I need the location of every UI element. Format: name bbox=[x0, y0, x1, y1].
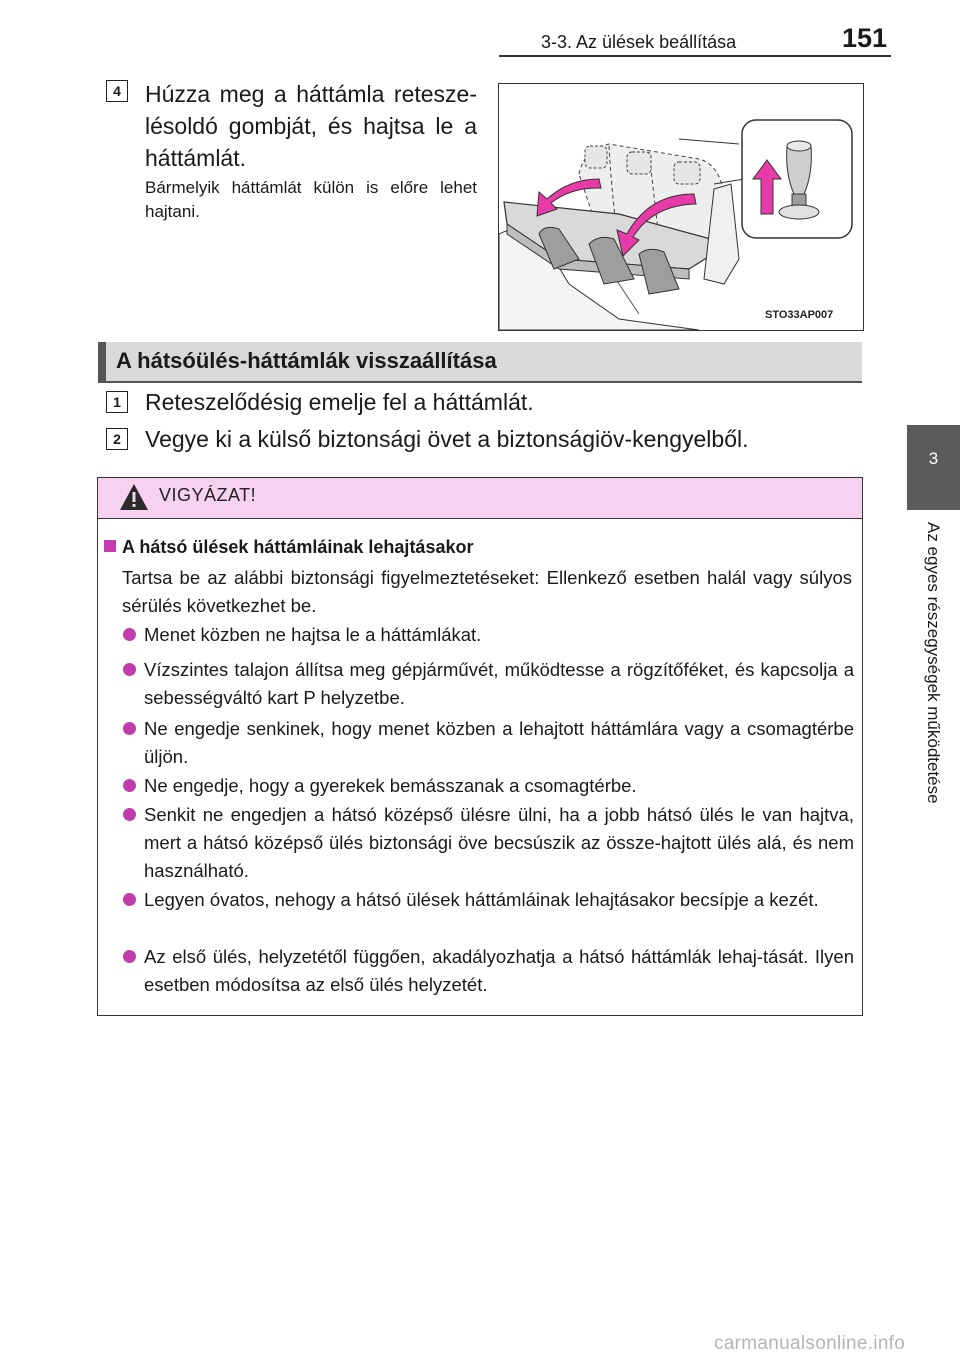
warning-item bbox=[122, 801, 854, 885]
warning-item-text: Senkit ne engedjen a hátsó középső ülésre ülni, ha a jobb hátsó ülés le van hajtva, mert a hátsó középső ülés biztonsági öve becsúszik az össze-hajtott ülés alá, és nem használható. bbox=[144, 804, 854, 881]
warning-item bbox=[122, 621, 854, 649]
warning-intro: Tartsa be az alábbi biztonsági figyelmeztetéseket: Ellenkező esetben halál vagy súlyos sérülés következhet be. bbox=[122, 567, 852, 616]
warning-item bbox=[122, 656, 854, 712]
circle-bullet-icon bbox=[123, 808, 136, 821]
warning-triangle-icon bbox=[119, 483, 149, 511]
warning-item-text: Menet közben ne hajtsa le a háttámlákat. bbox=[144, 624, 482, 645]
chapter-title-text: Az egyes részegységek működtetése bbox=[924, 522, 943, 804]
warning-item bbox=[122, 772, 854, 800]
warning-subtitle bbox=[104, 537, 473, 558]
warning-box bbox=[97, 477, 863, 1016]
step-badge-2: 2 bbox=[106, 428, 128, 450]
section-header bbox=[98, 342, 862, 383]
warning-item-text: Legyen óvatos, nehogy a hátsó ülések háttámláinak lehajtásakor becsípje a kezét. bbox=[144, 889, 819, 910]
figure-caption: STO33AP007 bbox=[765, 309, 834, 321]
circle-bullet-icon bbox=[123, 893, 136, 906]
header-rule bbox=[499, 55, 891, 57]
chapter-number: 3 bbox=[928, 449, 939, 468]
step-4-note: Bármelyik háttámlát külön is előre lehet hajtani. bbox=[145, 178, 477, 221]
circle-bullet-icon bbox=[123, 722, 136, 735]
warning-item-text: Vízszintes talajon állítsa meg gépjárművét, működtesse a rögzítőféket, és kapcsolja a sebességváltó kart P helyzetbe. bbox=[144, 659, 854, 708]
page-number: 151 bbox=[842, 23, 888, 53]
warning-subtitle-text: A hátsó ülések háttámláinak lehajtásakor bbox=[122, 537, 474, 557]
circle-bullet-icon bbox=[123, 663, 136, 676]
watermark: carmanualsonline.info bbox=[714, 1333, 906, 1354]
warning-item-text: Ne engedje, hogy a gyerekek bemásszanak a csomagtérbe. bbox=[144, 775, 637, 796]
step-2-text: Vegye ki a külső biztonsági övet a biztonságiöv-kengyelből. bbox=[145, 426, 749, 452]
step-badge-1: 1 bbox=[106, 391, 128, 413]
warning-item bbox=[122, 715, 854, 771]
warning-item bbox=[122, 943, 854, 999]
step-1-text: Reteszelődésig emelje fel a háttámlát. bbox=[145, 389, 534, 415]
warning-header bbox=[98, 478, 862, 519]
seat-fold-illustration bbox=[498, 83, 864, 331]
section-title: A hátsóülés-háttámlák visszaállítása bbox=[116, 348, 497, 373]
section-accent bbox=[98, 342, 106, 381]
running-header: 3-3. Az ülések beállítása bbox=[541, 32, 737, 52]
circle-bullet-icon bbox=[123, 628, 136, 641]
warning-item-text: Ne engedje senkinek, hogy menet közben a lehajtott háttámlára vagy a csomagtérbe üljön. bbox=[144, 718, 854, 767]
circle-bullet-icon bbox=[123, 779, 136, 792]
step-badge-4: 4 bbox=[106, 80, 128, 102]
square-bullet-icon bbox=[104, 540, 116, 552]
step-4-text: Húzza meg a háttámla retesze-lésoldó gombját, és hajtsa le a háttámlát. bbox=[145, 81, 477, 171]
seat-fold-drawing bbox=[499, 84, 863, 330]
circle-bullet-icon bbox=[123, 950, 136, 963]
warning-item bbox=[122, 886, 854, 914]
warning-title: VIGYÁZAT! bbox=[159, 485, 257, 505]
chapter-tab bbox=[907, 425, 960, 510]
warning-item-text: Az első ülés, helyzetétől függően, akadályozhatja a hátsó háttámlák lehaj-tását. Ilyen esetben módosítsa az első ülés helyzetét. bbox=[144, 946, 854, 995]
